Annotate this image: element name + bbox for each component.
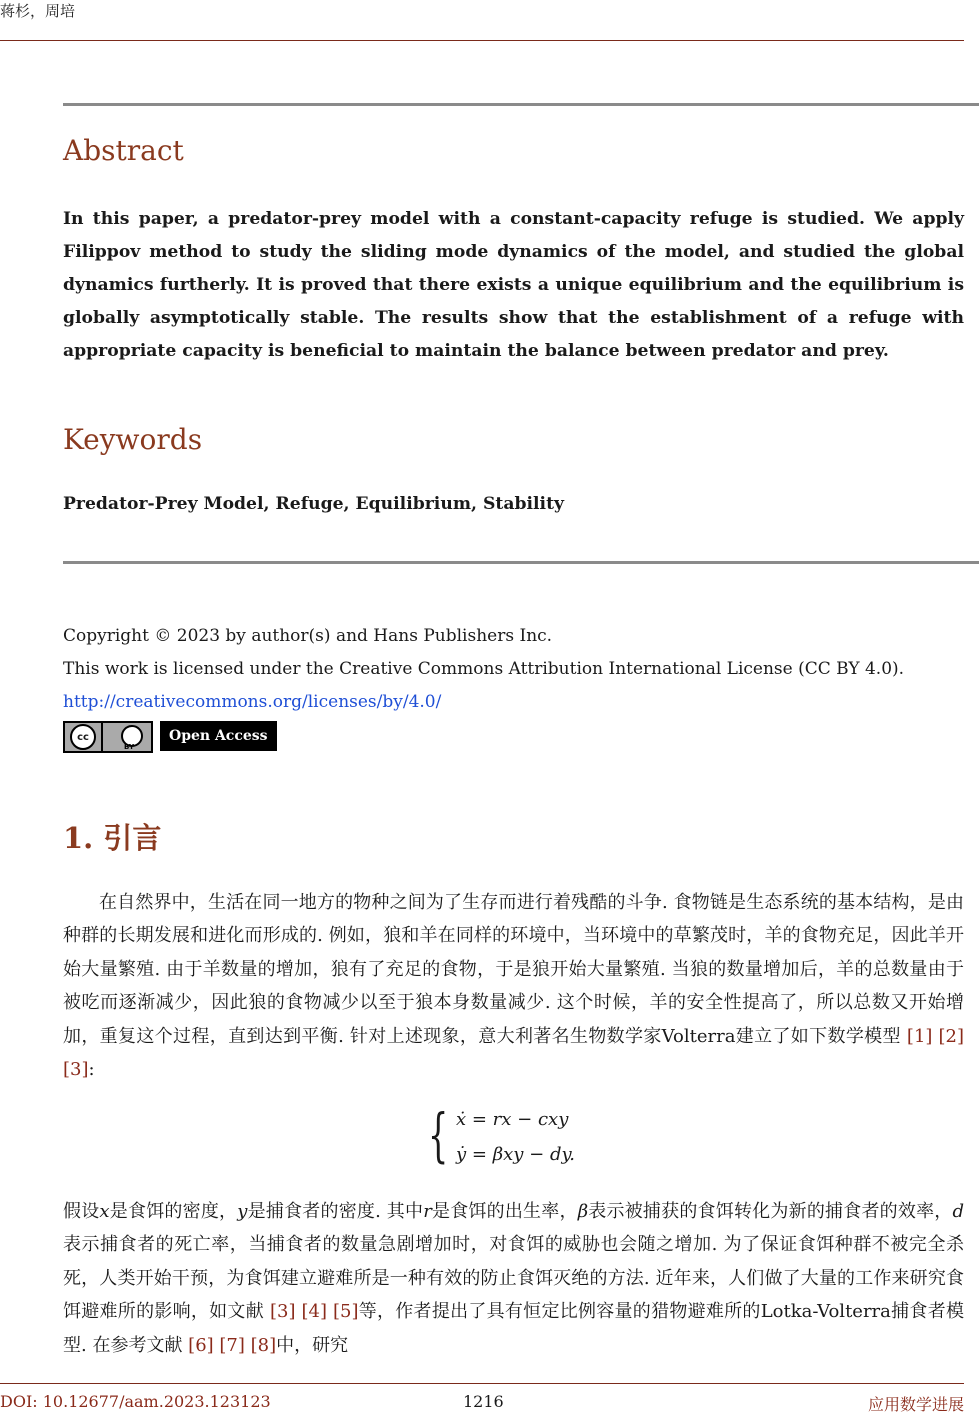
- intro-text: 在自然界中，生活在同一地方的物种之间为了生存而进行着残酷的斗争. 食物链是生态系统的基本结构，是由种群的长期发展和进化而形成的. 例如，狼和羊在同样的环境中，当环境中的草繁茂时，羊的食物充足，因此羊开始大量繁殖. 由于羊数量的增加，狼有了充足的食物，于是狼开始大量繁殖. 当狼的数量增加后，羊的总数量由于被吃而逐渐减少，因此狼的食物减少以至于狼本身数量减少. 这个时候，羊的安全性提高了，所以总数又开始增加，重复这个过程，直到达到平衡. 针对上述现象，意大利著名生物数学家Volterra建立了如下数学模型: [63, 892, 964, 1047]
- license-link[interactable]: http://creativecommons.org/licenses/by/4.0/: [63, 692, 442, 712]
- cc-by-badge[interactable]: [63, 721, 153, 753]
- abstract-bottom-rule: [63, 561, 979, 564]
- lotka-volterra-equation: [428, 1103, 628, 1173]
- copyright-block: [63, 620, 973, 719]
- equation-line-1: ẋ = rx − cxy: [456, 1109, 569, 1130]
- citation-link[interactable]: [3]: [63, 1059, 89, 1081]
- intro-text: 等，作者提出了具有恒定比例容量的猎物避难所的Lotka-Volterra捕食者模型. 在参考文献: [63, 1301, 964, 1356]
- footer-journal: 应用数学进展: [867, 1395, 964, 1414]
- open-access-badge: Open Access: [160, 721, 277, 751]
- intro-paragraph-2: [63, 1195, 964, 1362]
- citation-link[interactable]: [3]: [269, 1301, 296, 1323]
- abstract-text: In this paper, a predator-prey model with a constant-capacity refuge is studied. We apply Filippov method to study the sliding mode dynamics of the model, and studied the global dynamics furtherly. It is proved that there exists a unique equilibrium and the equilibrium is globally asymptotically stable. The results show that the establishment of a refuge with appropriate capacity is beneficial to maintain the balance between predator and prey.: [63, 209, 964, 361]
- math-var: y: [237, 1201, 248, 1222]
- cc-logo-area: [65, 723, 101, 751]
- intro-text: 是捕食者的密度. 其中: [247, 1201, 424, 1222]
- license-badges: [63, 721, 277, 753]
- citation-link[interactable]: [5]: [332, 1301, 359, 1323]
- intro-text: 中，研究: [276, 1334, 349, 1356]
- abstract-heading: Abstract: [63, 134, 184, 167]
- keywords-text: Predator‐Prey Model, Refuge, Equilibrium, Stability: [63, 494, 564, 514]
- abstract-top-rule: [63, 103, 979, 106]
- footer-doi: DOI: 10.12677/aam.2023.123123: [0, 1392, 271, 1411]
- citation-link[interactable]: [8]: [250, 1334, 277, 1356]
- citation-link[interactable]: [4]: [301, 1301, 327, 1323]
- footer-rule: [0, 1383, 964, 1384]
- intro-text: 表示捕食者的死亡率，当捕食者的数量急剧增加时，对食饵的威胁也会随之增加. 为了保证食饵种群不被完全杀死，人类开始干预，为食饵建立避难所是一种有效的防止食饵灭绝的方法. 近年来，人们做了大量的工作来研究食饵避难所的影响，如文献: [63, 1234, 964, 1323]
- math-var: x: [99, 1201, 110, 1222]
- header-rule: [0, 40, 964, 41]
- math-var: d: [952, 1201, 965, 1222]
- intro-text: 表示被捕获的食饵转化为新的捕食者的效率，: [588, 1201, 953, 1222]
- math-var: β: [577, 1201, 589, 1222]
- intro-paragraph-1: [63, 886, 964, 1086]
- citation-link[interactable]: [1]: [906, 1025, 933, 1047]
- license-line: This work is licensed under the Creative Commons Attribution International License (CC BY 4.0).: [63, 659, 905, 679]
- intro-text: :: [88, 1059, 95, 1081]
- intro-text: 是食饵的出生率，: [431, 1201, 578, 1222]
- intro-text: 假设: [63, 1201, 100, 1222]
- equation-line-2: ẏ = βxy − dy.: [456, 1144, 575, 1165]
- left-brace: {: [428, 1101, 449, 1169]
- citation-link[interactable]: [7]: [219, 1334, 245, 1356]
- footer-page-number: 1216: [463, 1392, 504, 1411]
- section-heading-intro: 1. 引言: [63, 821, 162, 855]
- cc-icon: cc: [70, 724, 96, 750]
- citation-link[interactable]: [6]: [188, 1334, 214, 1356]
- keywords-heading: Keywords: [63, 423, 203, 456]
- by-label: BY: [124, 743, 135, 751]
- by-logo-area: [103, 723, 151, 751]
- math-var: r: [423, 1201, 432, 1222]
- intro-text: 是食饵的密度，: [109, 1201, 238, 1222]
- running-head: 蒋杉，周培: [0, 2, 76, 20]
- copyright-line: Copyright © 2023 by author(s) and Hans Publishers Inc.: [63, 626, 553, 646]
- citation-link[interactable]: [2]: [938, 1025, 964, 1047]
